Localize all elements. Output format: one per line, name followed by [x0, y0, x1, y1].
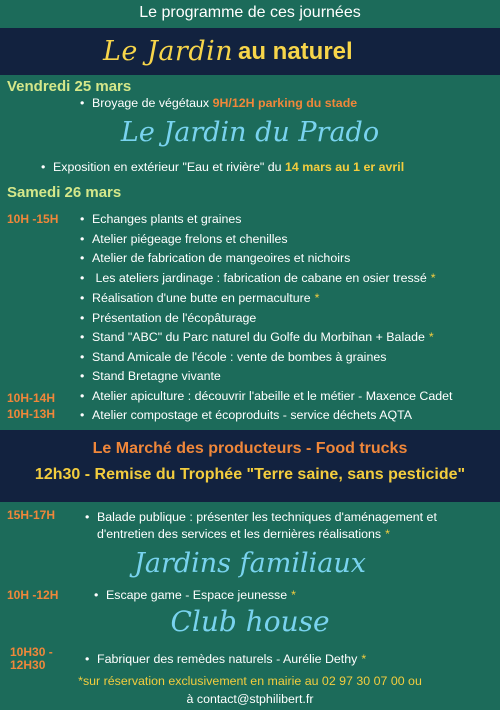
balade-line-2-text: d'entretien des services et les dernières réalisations	[97, 527, 382, 541]
time-label: 12H30	[10, 658, 46, 672]
reservation-note	[0, 674, 500, 688]
friday-item	[80, 96, 357, 110]
market-line: Le Marché des producteurs - Food trucks	[92, 440, 408, 457]
title-banner	[0, 28, 500, 75]
list-item-text: Fabriquer des remèdes naturels - Aurélie Dethy	[97, 652, 358, 666]
program-subtitle: Le programme de ces journées	[139, 4, 361, 21]
time-label: 15H-17H	[7, 508, 56, 522]
list-item-text: Réalisation d'une butte en permaculture	[92, 291, 311, 305]
market-banner	[0, 430, 500, 502]
star-icon: *	[314, 291, 320, 305]
star-icon: *	[361, 652, 367, 666]
time-label: 10H -15H	[7, 212, 59, 226]
list-item: • Atelier apiculture : découvrir l'abeille et le métier - Maxence Cadet	[80, 389, 452, 403]
prado-title: Le Jardin du Prado	[120, 117, 380, 148]
list-item: • Echanges plants et graines	[80, 212, 241, 226]
top-banner	[0, 0, 500, 28]
star-icon: *	[385, 527, 390, 541]
title-script: Le Jardin	[103, 36, 234, 67]
list-item-text: Stand "ABC" du Parc naturel du Golfe du Morbihan + Balade	[92, 330, 425, 344]
time-label: 10H-14H	[7, 391, 56, 405]
trophy-line: 12h30 - Remise du Trophée "Terre saine, sans pesticide"	[34, 466, 466, 483]
prado-item-highlight: 14 mars au 1 er avril	[284, 160, 405, 174]
title-bold: au naturel	[238, 38, 353, 65]
contact-line[interactable]	[0, 692, 500, 706]
list-item	[94, 588, 296, 602]
balade-line-1: • Balade publique : présenter les techniques d'aménagement et	[85, 510, 437, 524]
time-label: 10H-13H	[7, 407, 56, 421]
star-icon: *	[291, 588, 296, 602]
list-item-text: Escape game - Espace jeunesse	[106, 588, 288, 602]
list-item: • Stand Amicale de l'école : vente de bombes à graines	[80, 350, 386, 364]
friday-item-highlight: 9H/12H parking du stade	[212, 96, 358, 110]
friday-item-text: Broyage de végétaux	[92, 96, 210, 110]
list-item: • Atelier piégeage frelons et chenilles	[80, 232, 288, 246]
contact-email-link[interactable]: à contact@stphilibert.fr	[186, 692, 314, 706]
familiaux-title: Jardins familiaux	[134, 548, 366, 579]
balade-line-2	[97, 527, 390, 541]
time-label: 10H30 -	[10, 645, 53, 659]
prado-item-text: Exposition en extérieur "Eau et rivière" du	[53, 160, 282, 174]
list-item	[80, 271, 436, 285]
list-item: • Atelier compostage et écoproduits - service déchets AQTA	[80, 408, 412, 422]
list-item: • Présentation de l'écopâturage	[80, 311, 256, 325]
list-item	[80, 330, 434, 344]
prado-item	[41, 160, 404, 174]
list-item: • Stand Bretagne vivante	[80, 369, 221, 383]
reservation-text: *sur réservation exclusivement en mairie au 02 97 30 07 00 ou	[78, 674, 422, 688]
clubhouse-title: Club house	[170, 605, 330, 638]
list-item-text: Les ateliers jardinage : fabrication de cabane en osier tressé	[92, 271, 427, 285]
time-label: 10H -12H	[7, 588, 59, 602]
star-icon: *	[428, 330, 434, 344]
star-icon: *	[430, 271, 436, 285]
list-item	[80, 291, 319, 305]
friday-heading: Vendredi 25 mars	[7, 78, 132, 95]
saturday-heading: Samedi 26 mars	[7, 184, 122, 201]
list-item	[85, 652, 366, 666]
list-item: • Atelier de fabrication de mangeoires et nichoirs	[80, 251, 350, 265]
